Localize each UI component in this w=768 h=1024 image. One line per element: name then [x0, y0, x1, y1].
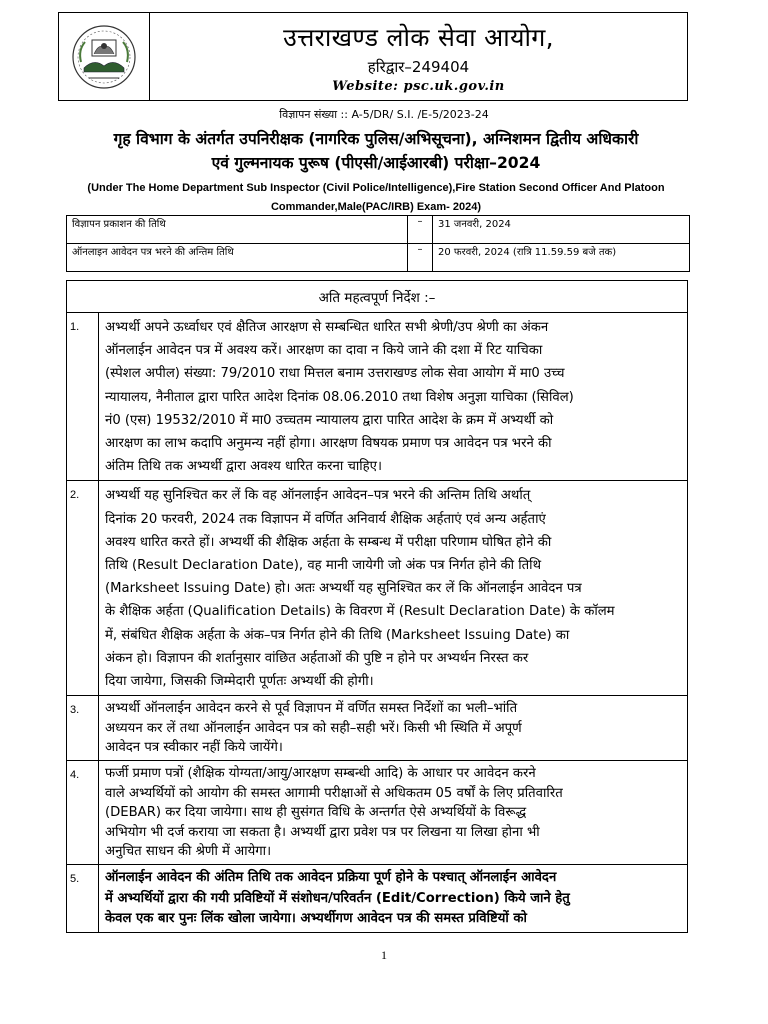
table-row — [67, 244, 690, 272]
instruction-row — [67, 313, 688, 481]
instruction-text — [99, 481, 688, 696]
text-line: में अभ्यर्थियों द्वारा की गयी प्रविष्टियों में संशोधन/परिवर्तन (Edit/Correction) किये जाने हेतु — [105, 890, 570, 906]
instruction-row — [67, 865, 688, 933]
instructions-heading: अति महत्वपूर्ण निर्देश :– — [67, 281, 688, 313]
date-value: 31 जनवरी, 2024 — [433, 216, 690, 244]
text-line: दिया जायेगा, जिसकी जिम्मेदारी पूर्णतः अभ्यर्थी की होगी। — [105, 674, 374, 690]
advertisement-number: विज्ञापन संख्या :: A-5/DR/ S.I. /E-5/2023-24 — [279, 108, 489, 121]
date-label: विज्ञापन प्रकाशन की तिथि — [67, 216, 408, 244]
commission-logo — [59, 13, 150, 100]
text-line: न्यायालय, नैनीताल द्वारा पारित आदेश दिनांक 08.06.2010 तथा विशेष अनुज्ञा याचिका (सिविल) — [105, 389, 574, 405]
date-value: 20 फरवरी, 2024 (रात्रि 11.59.59 बजे तक) — [433, 244, 690, 272]
instruction-text — [99, 696, 688, 761]
instruction-text — [99, 761, 688, 865]
text-line: तिथि (Result Declaration Date), वह मानी जायेगी जो अंक पत्र निर्गत होने की तिथि — [105, 558, 542, 574]
important-dates-table — [66, 215, 690, 272]
text-line: दिनांक 20 फरवरी, 2024 तक विज्ञापन में वर्णित अनिवार्य शैक्षिक अर्हताएं एवं अन्य अर्हताएं — [105, 511, 546, 527]
instruction-text — [99, 865, 688, 933]
page-number: 1 — [381, 948, 387, 962]
text-line: (स्पेशल अपील) संख्या: 79/2010 राधा मित्तल बनाम उत्तराखण्ड लोक सेवा आयोग में मा0 उच्च — [105, 366, 565, 382]
instruction-row — [67, 761, 688, 865]
instruction-row — [67, 696, 688, 761]
title-line: Commander,Male(PAC/IRB) Exam- 2024) — [270, 201, 482, 213]
text-line: आवेदन पत्र स्वीकार नहीं किये जायेंगे। — [105, 740, 283, 756]
text-line: अवश्य धारित करते हों। अभ्यर्थी की शैक्षिक अर्हता के सम्बन्ध में परीक्षा परिणाम घोषित होने की — [105, 534, 552, 550]
exam-title-english — [56, 179, 696, 217]
instruction-number: 2. — [67, 481, 99, 696]
instruction-number: 5. — [67, 865, 99, 933]
organization-name: उत्तराखण्ड लोक सेवा आयोग, — [283, 23, 554, 52]
instruction-number: 4. — [67, 761, 99, 865]
date-separator: – — [408, 244, 433, 272]
text-line: अंतिम तिथि तक अभ्यर्थी द्वारा अवश्य धारित करना चाहिए। — [105, 459, 382, 475]
emblem-icon — [69, 22, 139, 92]
text-line: अभ्यर्थी ऑनलाईन आवेदन करने से पूर्व विज्ञापन में वर्णित समस्त निर्देशों का भली–भांति — [105, 701, 518, 717]
date-label: ऑनलाइन आवेदन पत्र भरने की अन्तिम तिथि — [67, 244, 408, 272]
text-line: आरक्षण का लाभ कदापि अनुमन्य नहीं होगा। आरक्षण विषयक प्रमाण पत्र आवेदन पत्र भरने की — [105, 436, 552, 452]
organization-address: हरिद्वार–249404 — [367, 58, 470, 76]
title-line: (Under The Home Department Sub Inspector (Civil Police/Intelligence),Fire Station Second Officer And Platoon — [87, 182, 665, 194]
title-line: एवं गुल्मनायक पुरूष (पीएसी/आईआरबी) परीक्षा–2024 — [211, 154, 541, 172]
text-line: में, संबंधित शैक्षिक अर्हता के अंक–पत्र निर्गत होने की तिथि (Marksheet Issuing Date) का — [105, 627, 570, 643]
text-line: फर्जी प्रमाण पत्रों (शैक्षिक योग्यता/आयु/आरक्षण सम्बन्धी आदि) के आधार पर आवेदन करने — [105, 766, 536, 782]
text-line: अनुचित साधन की श्रेणी में आयेगा। — [105, 844, 272, 860]
table-row — [67, 216, 690, 244]
letterhead-text — [150, 13, 687, 100]
text-line: अभ्यर्थी अपने ऊर्ध्वाधर एवं क्षैतिज आरक्षण से सम्बन्धित धारित सभी श्रेणी/उप श्रेणी का अंकन — [105, 320, 549, 335]
instructions-table — [66, 280, 688, 933]
instruction-row — [67, 481, 688, 696]
text-line: अभ्यर्थी यह सुनिश्चित कर लें कि वह ऑनलाईन आवेदन–पत्र भरने की अन्तिम तिथि अर्थात् — [105, 488, 531, 504]
text-line: अंकन हो। विज्ञापन की शर्तानुसार वांछित अर्हताओं की पुष्टि न होने पर अभ्यर्थन निरस्त कर — [105, 650, 529, 666]
text-line: (Marksheet Issuing Date) हो। अतः अभ्यर्थी यह सुनिश्चित कर लें कि ऑनलाईन आवेदन पत्र — [105, 581, 582, 597]
text-line: अध्ययन कर लें तथा ऑनलाईन आवेदन पत्र को सही–सही भरें। किसी भी स्थिति में अपूर्ण — [105, 720, 522, 736]
letterhead — [58, 12, 688, 101]
organization-website: Website: psc.uk.gov.in — [332, 79, 505, 94]
date-separator: – — [408, 216, 433, 244]
text-line: ऑनलाईन आवेदन पत्र में अवश्य करें। आरक्षण का दावा न किये जाने की दशा में रिट याचिका — [105, 343, 543, 359]
instruction-number: 1. — [67, 313, 99, 481]
text-line: के शैक्षिक अर्हता (Qualification Details) के विवरण में (Result Declaration Date) के कॉलम — [105, 604, 615, 620]
table-row — [67, 281, 688, 313]
exam-title-hindi — [56, 127, 696, 175]
text-line: अभियोग भी दर्ज कराया जा सकता है। अभ्यर्थी द्वारा प्रवेश पत्र पर लिखना या लिखा होना भी — [105, 824, 540, 840]
instruction-number: 3. — [67, 696, 99, 761]
text-line: वाले अभ्यर्थियों को आयोग की समस्त आगामी परीक्षाओं से अधिकतम 05 वर्षों के लिए प्रतिवारित — [105, 785, 563, 801]
text-line: केवल एक बार पुनः लिंक खोला जायेगा। अभ्यर्थीगण आवेदन पत्र की समस्त प्रविष्टियों को — [105, 911, 527, 926]
instruction-text — [99, 313, 688, 481]
title-line: गृह विभाग के अंतर्गत उपनिरीक्षक (नागरिक पुलिस/अभिसूचना), अग्निशमन द्वितीय अधिकारी — [113, 130, 639, 148]
text-line: नं0 (एस) 19532/2010 में मा0 उच्चतम न्यायालय द्वारा पारित आदेश के क्रम में अभ्यर्थी को — [105, 412, 554, 428]
text-line: (DEBAR) कर दिया जायेगा। साथ ही सुसंगत विधि के अन्तर्गत ऐसे अभ्यर्थियों के विरूद्ध — [105, 805, 527, 821]
text-line: ऑनलाईन आवेदन की अंतिम तिथि तक आवेदन प्रक्रिया पूर्ण होने के पश्चात् ऑनलाईन आवेदन — [105, 870, 557, 885]
